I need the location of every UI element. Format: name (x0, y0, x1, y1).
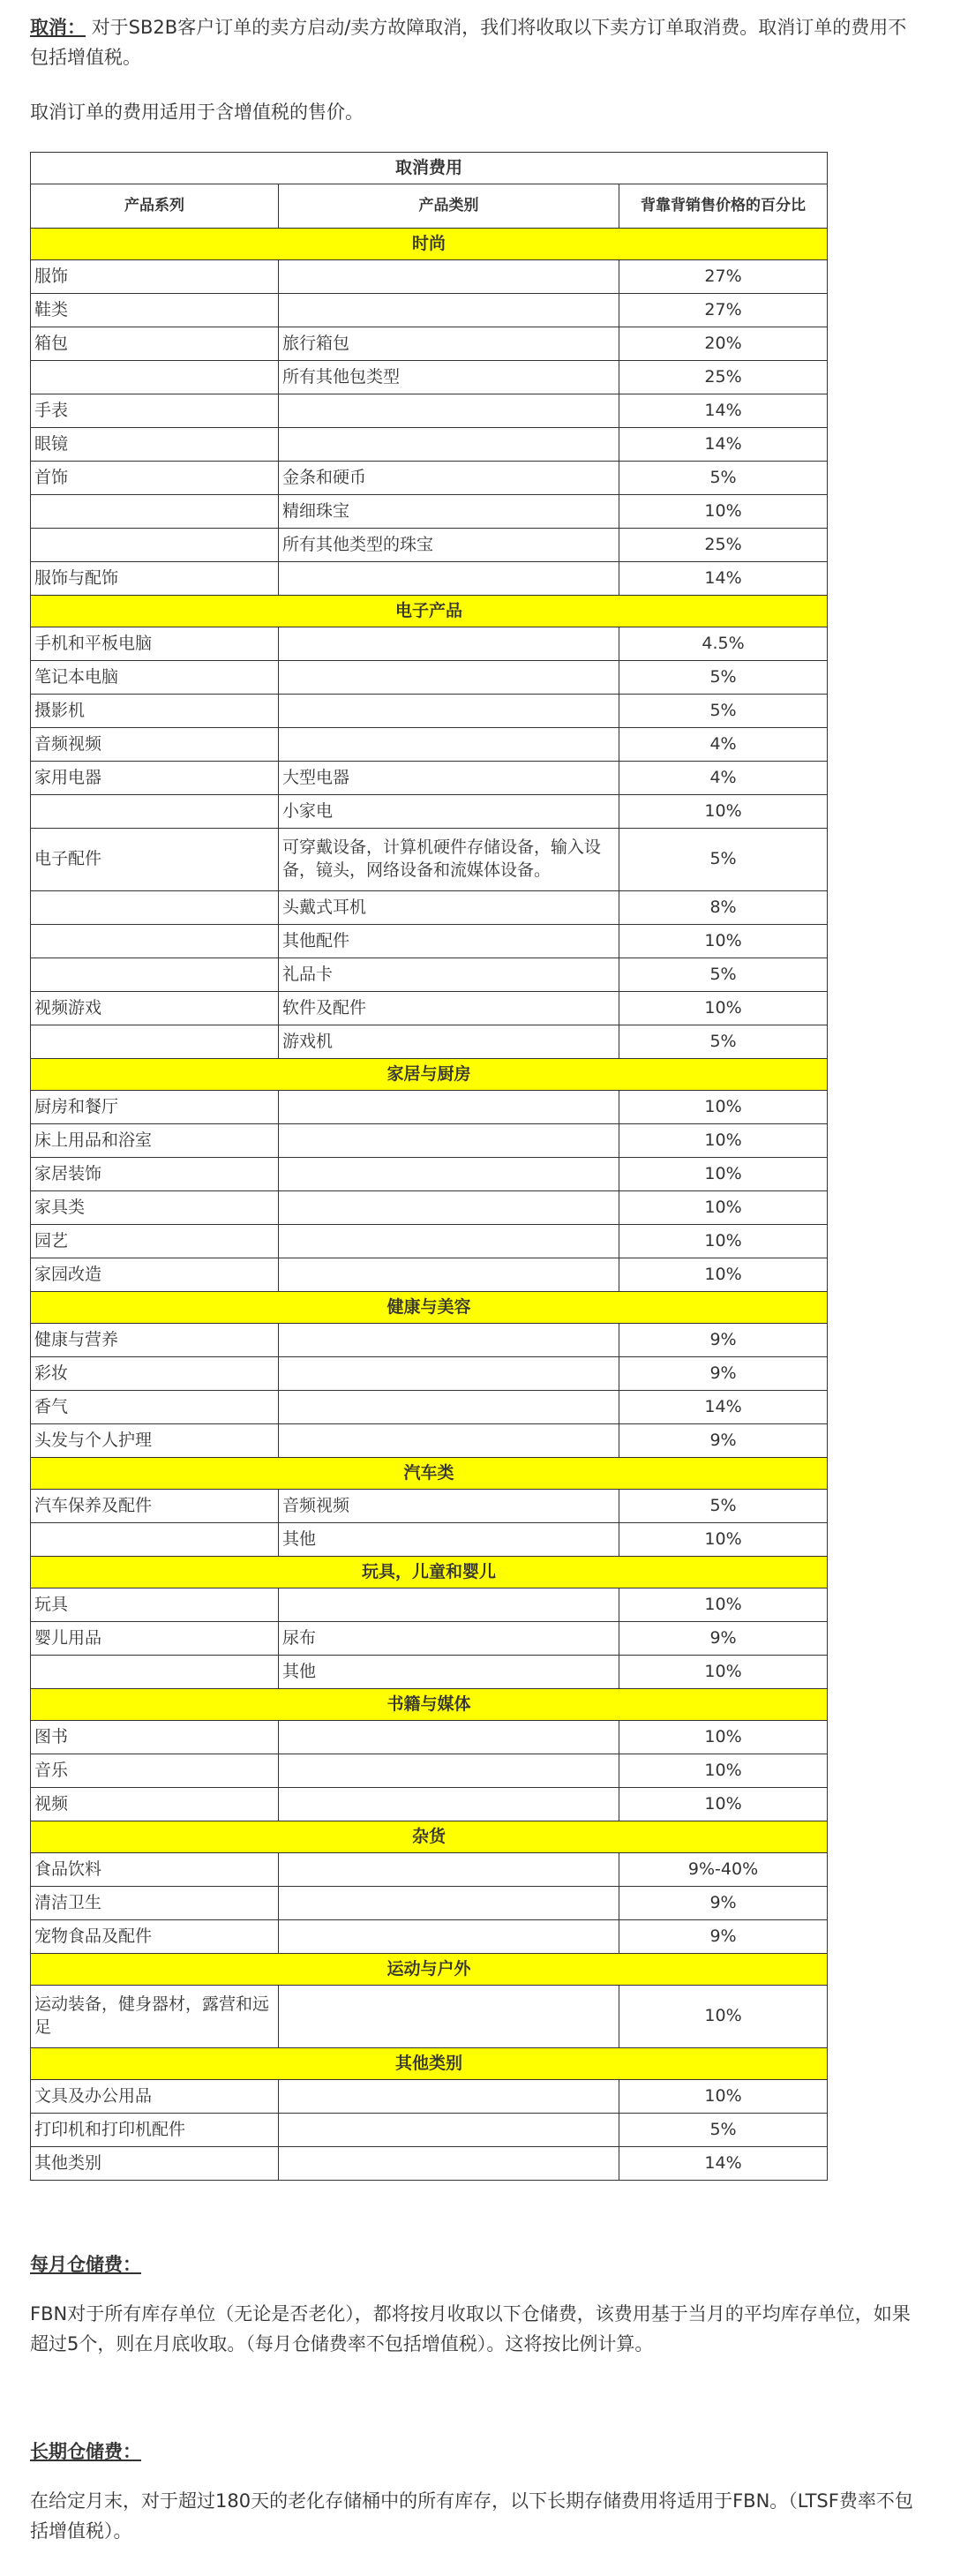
table-row (31, 2114, 828, 2147)
percentage-cell: 10% (619, 1091, 828, 1124)
percentage-cell: 4.5% (619, 627, 828, 661)
table-row (31, 2147, 828, 2181)
percentage-cell: 10% (619, 1986, 828, 2048)
product-category-cell: 大型电器 (279, 762, 619, 795)
product-series-cell: 汽车保养及配件 (31, 1490, 279, 1523)
table-row (31, 529, 828, 562)
table-row (31, 795, 828, 829)
cancellation-note: 取消订单的费用适用于含增值税的售价。 (30, 101, 364, 124)
product-category-cell (279, 1920, 619, 1954)
product-category-cell (279, 1424, 619, 1458)
product-series-cell: 打印机和打印机配件 (31, 2114, 279, 2147)
header-product-category: 产品类别 (279, 184, 619, 229)
percentage-cell: 9% (619, 1424, 828, 1458)
percentage-cell: 5% (619, 695, 828, 728)
product-series-cell (31, 1656, 279, 1689)
product-series-cell: 清洁卫生 (31, 1887, 279, 1920)
product-series-cell: 床上用品和浴室 (31, 1124, 279, 1158)
product-category-cell: 所有其他包类型 (279, 361, 619, 394)
table-row (31, 1721, 828, 1754)
percentage-cell: 5% (619, 462, 828, 495)
table-row (31, 1191, 828, 1225)
percentage-cell: 10% (619, 1788, 828, 1821)
percentage-cell: 5% (619, 829, 828, 891)
product-series-cell (31, 529, 279, 562)
longterm-storage-heading: 长期仓储费： (30, 2441, 141, 2463)
product-category-cell (279, 294, 619, 327)
percentage-cell: 9% (619, 1357, 828, 1391)
product-series-cell: 运动装备，健身器材，露营和远足 (31, 1986, 279, 2048)
product-category-cell: 所有其他类型的珠宝 (279, 529, 619, 562)
monthly-storage-heading: 每月仓储费： (30, 2254, 141, 2276)
table-row (31, 762, 828, 795)
product-series-cell: 头发与个人护理 (31, 1424, 279, 1458)
product-category-cell: 旅行箱包 (279, 327, 619, 361)
product-category-cell: 礼品卡 (279, 958, 619, 992)
monthly-storage-text: FBN对于所有库存单位（无论是否老化），都将按月收取以下仓储费，该费用基于当月的平均库存单位，如果超过5个，则在月底收取。（每月仓储费率不包括增值税）。这将按比例计算。 (30, 2303, 911, 2355)
percentage-cell: 14% (619, 428, 828, 462)
table-row (31, 728, 828, 762)
product-series-cell: 手机和平板电脑 (31, 627, 279, 661)
product-series-cell: 厨房和餐厅 (31, 1091, 279, 1124)
product-series-cell: 服饰与配饰 (31, 562, 279, 596)
product-series-cell (31, 495, 279, 529)
product-series-cell: 音乐 (31, 1754, 279, 1788)
table-row (31, 1920, 828, 1954)
product-series-cell: 图书 (31, 1721, 279, 1754)
product-category-cell (279, 1124, 619, 1158)
product-series-cell: 食品饮料 (31, 1853, 279, 1887)
product-category-cell: 软件及配件 (279, 992, 619, 1025)
percentage-cell: 20% (619, 327, 828, 361)
product-category-cell (279, 1091, 619, 1124)
product-series-cell: 视频游戏 (31, 992, 279, 1025)
product-category-cell (279, 2147, 619, 2181)
table-row (31, 1523, 828, 1557)
table-row (31, 1158, 828, 1191)
product-series-cell (31, 1523, 279, 1557)
product-series-cell: 家居装饰 (31, 1158, 279, 1191)
product-series-cell: 视频 (31, 1788, 279, 1821)
percentage-cell: 25% (619, 529, 828, 562)
percentage-cell: 10% (619, 795, 828, 829)
category-title: 玩具，儿童和婴儿 (31, 1557, 828, 1588)
category-title: 汽车类 (31, 1458, 828, 1490)
percentage-cell: 10% (619, 495, 828, 529)
category-row (31, 1954, 828, 1986)
category-row (31, 1059, 828, 1091)
table-row (31, 1025, 828, 1059)
product-series-cell: 香气 (31, 1391, 279, 1424)
product-category-cell: 可穿戴设备，计算机硬件存储设备，输入设备，镜头，网络设备和流媒体设备。 (279, 829, 619, 891)
category-row (31, 1458, 828, 1490)
table-row (31, 1225, 828, 1258)
percentage-cell: 10% (619, 992, 828, 1025)
product-series-cell: 眼镜 (31, 428, 279, 462)
cancellation-fee-table (30, 152, 828, 2181)
category-title: 书籍与媒体 (31, 1689, 828, 1721)
table-row (31, 2080, 828, 2114)
product-category-cell: 其他配件 (279, 925, 619, 958)
product-series-cell (31, 958, 279, 992)
table-row (31, 327, 828, 361)
category-row (31, 1557, 828, 1588)
cancellation-label: 取消： (30, 17, 86, 38)
table-row (31, 1788, 828, 1821)
percentage-cell: 10% (619, 1225, 828, 1258)
product-series-cell: 音频视频 (31, 728, 279, 762)
product-series-cell: 其他类别 (31, 2147, 279, 2181)
table-row (31, 495, 828, 529)
percentage-cell: 5% (619, 1490, 828, 1523)
product-category-cell: 小家电 (279, 795, 619, 829)
table-row (31, 1853, 828, 1887)
product-category-cell (279, 1986, 619, 2048)
percentage-cell: 9%-40% (619, 1853, 828, 1887)
category-row (31, 596, 828, 627)
table-row (31, 1887, 828, 1920)
percentage-cell: 27% (619, 260, 828, 294)
percentage-cell: 4% (619, 762, 828, 795)
product-category-cell: 游戏机 (279, 1025, 619, 1059)
percentage-cell: 10% (619, 1191, 828, 1225)
category-title: 家居与厨房 (31, 1059, 828, 1091)
product-category-cell (279, 1887, 619, 1920)
percentage-cell: 5% (619, 2114, 828, 2147)
percentage-cell: 14% (619, 2147, 828, 2181)
product-category-cell: 金条和硬币 (279, 462, 619, 495)
category-row (31, 1292, 828, 1324)
table-row (31, 925, 828, 958)
table-row (31, 428, 828, 462)
category-title: 健康与美容 (31, 1292, 828, 1324)
percentage-cell: 10% (619, 1754, 828, 1788)
product-category-cell: 精细珠宝 (279, 495, 619, 529)
product-series-cell: 婴儿用品 (31, 1622, 279, 1656)
product-category-cell (279, 562, 619, 596)
cancellation-text: 对于SB2B客户订单的卖方启动/卖方故障取消，我们将收取以下卖方订单取消费。取消订单的费用不包括增值税。 (30, 17, 907, 69)
table-title-row (31, 153, 828, 184)
percentage-cell: 14% (619, 1391, 828, 1424)
product-category-cell (279, 1588, 619, 1622)
table-row (31, 1424, 828, 1458)
category-title: 运动与户外 (31, 1954, 828, 1986)
table-title: 取消费用 (31, 153, 828, 184)
cancellation-intro (30, 12, 923, 72)
category-row (31, 1821, 828, 1853)
product-series-cell: 宠物食品及配件 (31, 1920, 279, 1954)
table-row (31, 695, 828, 728)
percentage-cell: 10% (619, 925, 828, 958)
product-category-cell (279, 1324, 619, 1357)
percentage-cell: 5% (619, 661, 828, 695)
product-category-cell (279, 1391, 619, 1424)
category-title: 电子产品 (31, 596, 828, 627)
product-category-cell (279, 1754, 619, 1788)
product-category-cell (279, 1357, 619, 1391)
product-series-cell: 健康与营养 (31, 1324, 279, 1357)
percentage-cell: 27% (619, 294, 828, 327)
table-row (31, 1357, 828, 1391)
product-category-cell: 其他 (279, 1523, 619, 1557)
percentage-cell: 10% (619, 2080, 828, 2114)
table-row (31, 958, 828, 992)
category-row (31, 1689, 828, 1721)
table-row (31, 891, 828, 925)
product-series-cell: 家具类 (31, 1191, 279, 1225)
table-row (31, 1324, 828, 1357)
product-series-cell: 鞋类 (31, 294, 279, 327)
product-category-cell (279, 1158, 619, 1191)
header-product-series: 产品系列 (31, 184, 279, 229)
table-row (31, 394, 828, 428)
table-row (31, 1754, 828, 1788)
product-category-cell (279, 1721, 619, 1754)
percentage-cell: 10% (619, 1124, 828, 1158)
product-series-cell: 服饰 (31, 260, 279, 294)
longterm-storage-text: 在给定月末，对于超过180天的老化存储桶中的所有库存，以下长期存储费用将适用于FBN。（LTSF费率不包括增值税）。 (30, 2490, 913, 2542)
category-title: 时尚 (31, 229, 828, 260)
product-series-cell (31, 1025, 279, 1059)
table-row (31, 661, 828, 695)
percentage-cell: 10% (619, 1656, 828, 1689)
product-category-cell: 其他 (279, 1656, 619, 1689)
table-row (31, 1258, 828, 1292)
table-row (31, 294, 828, 327)
product-series-cell: 笔记本电脑 (31, 661, 279, 695)
product-category-cell (279, 1258, 619, 1292)
product-category-cell (279, 394, 619, 428)
product-series-cell (31, 891, 279, 925)
product-series-cell: 箱包 (31, 327, 279, 361)
product-series-cell: 园艺 (31, 1225, 279, 1258)
percentage-cell: 8% (619, 891, 828, 925)
table-row (31, 1986, 828, 2048)
product-category-cell (279, 695, 619, 728)
product-category-cell (279, 2114, 619, 2147)
product-category-cell (279, 260, 619, 294)
percentage-cell: 10% (619, 1258, 828, 1292)
table-row (31, 992, 828, 1025)
percentage-cell: 9% (619, 1887, 828, 1920)
product-series-cell: 首饰 (31, 462, 279, 495)
category-title: 其他类别 (31, 2048, 828, 2080)
percentage-cell: 10% (619, 1158, 828, 1191)
percentage-cell: 14% (619, 394, 828, 428)
fee-table-body (31, 153, 828, 2181)
table-row (31, 1622, 828, 1656)
product-category-cell (279, 1225, 619, 1258)
table-row (31, 1490, 828, 1523)
product-category-cell (279, 1191, 619, 1225)
product-category-cell (279, 627, 619, 661)
category-row (31, 2048, 828, 2080)
product-category-cell (279, 1853, 619, 1887)
percentage-cell: 25% (619, 361, 828, 394)
percentage-cell: 14% (619, 562, 828, 596)
product-category-cell (279, 728, 619, 762)
percentage-cell: 5% (619, 1025, 828, 1059)
table-row (31, 1391, 828, 1424)
product-series-cell: 文具及办公用品 (31, 2080, 279, 2114)
table-row (31, 1091, 828, 1124)
table-row (31, 361, 828, 394)
product-series-cell (31, 795, 279, 829)
product-series-cell (31, 361, 279, 394)
percentage-cell: 5% (619, 958, 828, 992)
product-series-cell: 家用电器 (31, 762, 279, 795)
product-category-cell: 尿布 (279, 1622, 619, 1656)
table-row (31, 829, 828, 891)
product-series-cell: 手表 (31, 394, 279, 428)
category-title: 杂货 (31, 1821, 828, 1853)
percentage-cell: 10% (619, 1523, 828, 1557)
table-row (31, 260, 828, 294)
product-category-cell (279, 661, 619, 695)
product-series-cell: 彩妆 (31, 1357, 279, 1391)
product-category-cell: 头戴式耳机 (279, 891, 619, 925)
product-category-cell: 音频视频 (279, 1490, 619, 1523)
header-percentage: 背靠背销售价格的百分比 (619, 184, 828, 229)
product-series-cell (31, 925, 279, 958)
table-row (31, 1124, 828, 1158)
percentage-cell: 10% (619, 1588, 828, 1622)
product-series-cell: 摄影机 (31, 695, 279, 728)
table-row (31, 1588, 828, 1622)
product-series-cell: 玩具 (31, 1588, 279, 1622)
percentage-cell: 4% (619, 728, 828, 762)
table-header-row (31, 184, 828, 229)
percentage-cell: 10% (619, 1721, 828, 1754)
product-series-cell: 家园改造 (31, 1258, 279, 1292)
table-row (31, 1656, 828, 1689)
percentage-cell: 9% (619, 1920, 828, 1954)
product-category-cell (279, 2080, 619, 2114)
category-row (31, 229, 828, 260)
percentage-cell: 9% (619, 1622, 828, 1656)
product-series-cell: 电子配件 (31, 829, 279, 891)
percentage-cell: 9% (619, 1324, 828, 1357)
table-row (31, 562, 828, 596)
product-category-cell (279, 428, 619, 462)
table-row (31, 627, 828, 661)
product-category-cell (279, 1788, 619, 1821)
table-row (31, 462, 828, 495)
